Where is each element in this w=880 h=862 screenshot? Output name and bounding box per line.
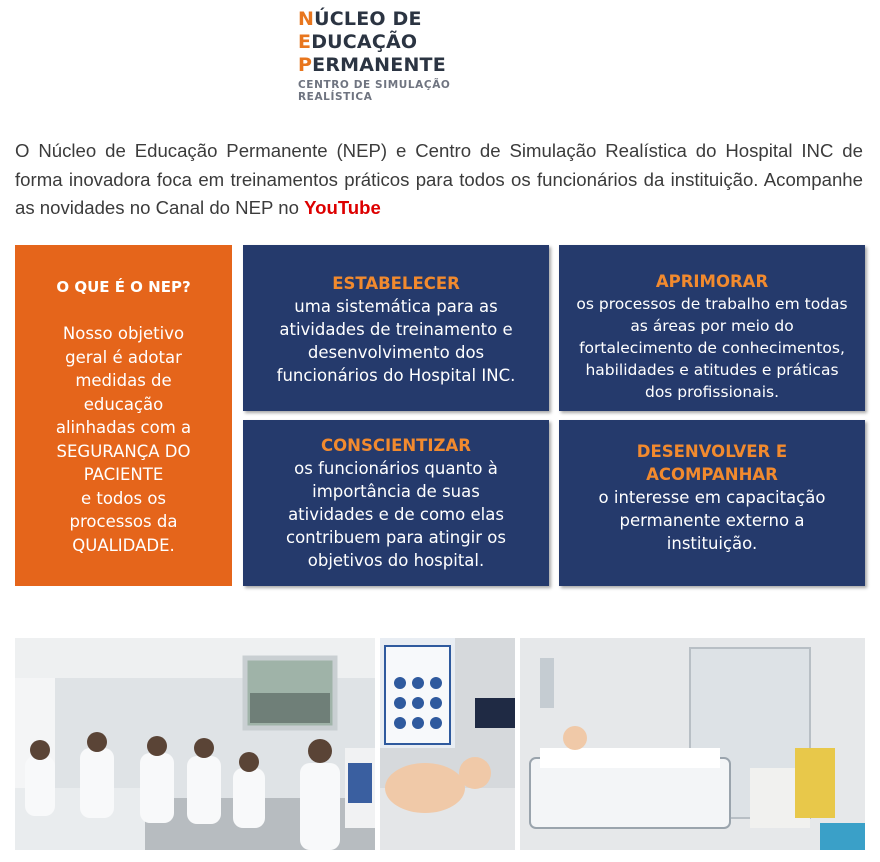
card-body: os processos de trabalho em todas as áreas por meio do fortalecimento de conhecimentos, habilidades e atitudes e práticas dos profissionais. <box>576 295 848 401</box>
intro-text: O Núcleo de Educação Permanente (NEP) e Centro de Simulação Realística do Hospital INC de forma inovadora foca em treinamentos práticos para todos os funcionários da instituição. Acompanhe as novidades no Canal do NEP no <box>15 140 863 218</box>
card-title: O QUE É O NEP? <box>56 278 191 296</box>
card-body: uma sistemática para as atividades de treinamento e desenvolvimento dos funcionários do Hospital INC. <box>276 297 516 385</box>
logo-subtitle: CENTRO DE SIMULAÇÃO REALÍSTICA <box>298 79 451 103</box>
hospital-bed-simulation-photo <box>520 638 865 850</box>
what-is-nep-card <box>15 245 232 586</box>
nep-logo <box>298 8 528 103</box>
card-title: DESENVOLVER E ACOMPANHAR <box>636 442 788 484</box>
aware-card <box>243 420 549 586</box>
card-title: CONSCIENTIZAR <box>321 436 471 455</box>
improve-card <box>559 245 865 411</box>
card-title: APRIMORAR <box>655 272 769 291</box>
youtube-link[interactable]: YouTube <box>304 197 381 218</box>
card-body: o interesse em capacitação permanente externo a instituição. <box>598 488 826 553</box>
establish-card <box>243 245 549 411</box>
manikin-simulation-photo <box>380 638 515 850</box>
logo-line-3: PERMANENTE <box>298 54 446 76</box>
card-title: ESTABELECER <box>332 274 460 293</box>
card-body: Nosso objetivo geral é adotar medidas de educação alinhadas com a SEGURANÇA DO PACIENTE e todos os processos da QUALIDADE. <box>55 324 192 555</box>
logo-line-2: EDUCAÇÃO <box>298 31 418 53</box>
intro-paragraph <box>15 137 863 223</box>
logo-line-1: NÚCLEO DE <box>298 8 422 30</box>
develop-card <box>559 420 865 586</box>
card-body: os funcionários quanto à importância de suas atividades e de como elas contribuem para atingir os objetivos do hospital. <box>286 459 506 570</box>
training-room-photo <box>15 638 375 850</box>
